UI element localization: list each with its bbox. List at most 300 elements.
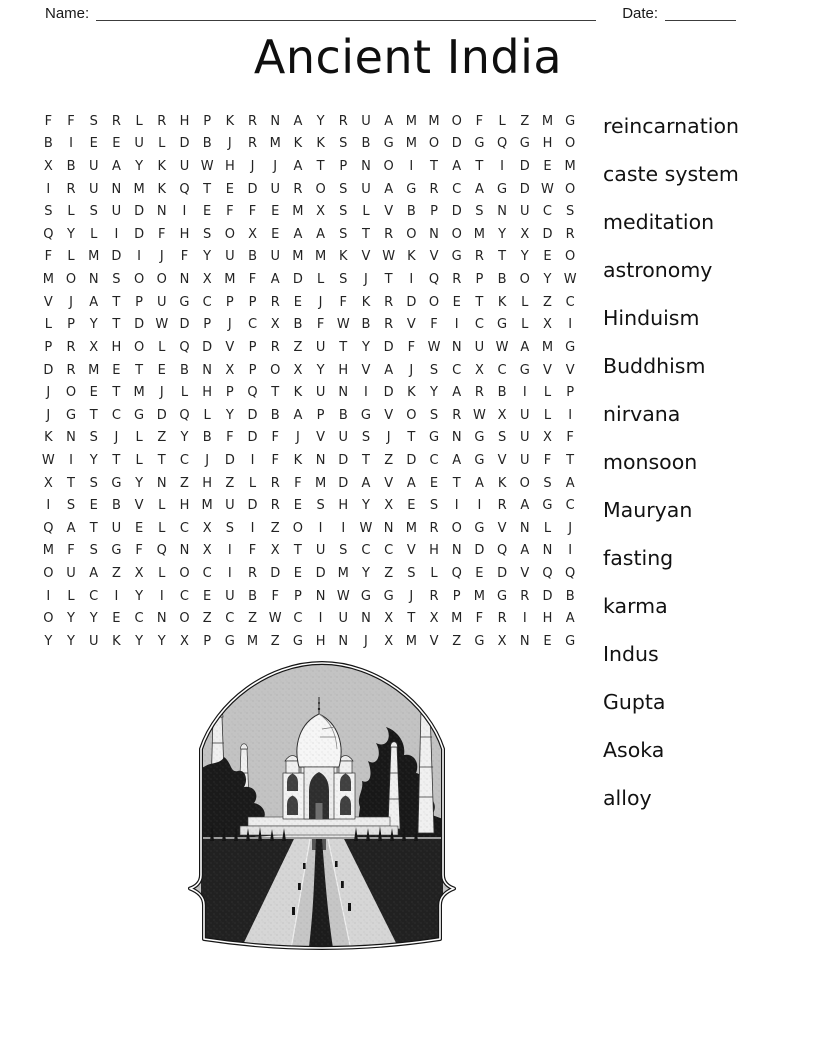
- grid-letter: L: [362, 204, 370, 220]
- word-list-item: Mauryan: [603, 498, 693, 522]
- grid-letter: R: [384, 226, 394, 242]
- grid-letter: X: [543, 430, 552, 446]
- grid-letter: U: [338, 611, 349, 627]
- grid-letter: O: [133, 339, 145, 355]
- date-blank-line: [665, 6, 736, 21]
- word-list-item: fasting: [603, 546, 674, 570]
- grid-letter: W: [359, 520, 373, 536]
- grid-letter: M: [269, 136, 281, 152]
- grid-letter: B: [180, 362, 189, 378]
- grid-letter: Z: [520, 113, 530, 129]
- grid-letter: N: [338, 385, 349, 401]
- grid-letter: E: [203, 204, 212, 220]
- grid-letter: K: [407, 249, 416, 265]
- grid-letter: Z: [180, 475, 189, 491]
- grid-letter: X: [202, 543, 212, 559]
- grid-letter: C: [565, 498, 575, 514]
- grid-letter: V: [520, 565, 530, 581]
- grid-letter: P: [225, 294, 234, 310]
- grid-letter: U: [179, 159, 190, 175]
- grid-letter: D: [542, 588, 553, 604]
- grid-letter: Q: [179, 181, 190, 197]
- grid-letter: X: [520, 226, 530, 242]
- grid-letter: C: [429, 452, 439, 468]
- grid-letter: R: [452, 407, 462, 423]
- grid-letter: P: [203, 113, 212, 129]
- word-list-item: Gupta: [603, 690, 666, 714]
- grid-letter: O: [179, 565, 190, 581]
- grid-letter: F: [226, 204, 234, 220]
- grid-letter: P: [452, 588, 461, 604]
- grid-letter: N: [361, 159, 371, 175]
- taj-mahal-illustration: [186, 657, 458, 961]
- grid-letter: M: [405, 113, 417, 129]
- grid-letter: T: [407, 430, 416, 446]
- grid-letter: G: [565, 113, 576, 129]
- grid-letter: O: [270, 362, 281, 378]
- grid-letter: O: [43, 565, 54, 581]
- grid-letter: G: [65, 407, 77, 423]
- grid-letter: Y: [203, 249, 212, 265]
- grid-letter: J: [227, 317, 232, 333]
- grid-letter: R: [429, 588, 439, 604]
- grid-letter: X: [316, 204, 326, 220]
- grid-letter: S: [66, 498, 76, 514]
- word-list: [603, 102, 739, 822]
- grid-letter: I: [522, 385, 527, 401]
- grid-letter: C: [542, 204, 552, 220]
- grid-letter: T: [112, 452, 121, 468]
- grid-letter: D: [338, 475, 349, 491]
- grid-letter: L: [543, 385, 552, 401]
- grid-letter: L: [67, 204, 75, 220]
- grid-letter: X: [180, 633, 189, 649]
- grid-letter: H: [179, 498, 190, 514]
- grid-letter: L: [67, 249, 75, 265]
- grid-letter: Z: [452, 633, 462, 649]
- grid-letter: V: [406, 317, 416, 333]
- grid-letter: O: [565, 181, 576, 197]
- grid-letter: D: [179, 317, 190, 333]
- grid-letter: Y: [89, 611, 98, 627]
- grid-letter: N: [383, 520, 394, 536]
- grid-letter: V: [225, 339, 235, 355]
- grid-letter: D: [270, 565, 281, 581]
- grid-letter: J: [69, 294, 73, 310]
- grid-letter: H: [315, 633, 326, 649]
- grid-letter: N: [270, 113, 281, 129]
- grid-letter: J: [364, 272, 368, 288]
- grid-letter: X: [293, 362, 303, 378]
- grid-letter: Y: [225, 407, 234, 423]
- grid-letter: R: [66, 362, 76, 378]
- grid-letter: U: [66, 565, 76, 581]
- grid-letter: P: [135, 294, 144, 310]
- grid-letter: O: [451, 113, 462, 129]
- grid-letter: L: [90, 226, 98, 242]
- header-row: [45, 5, 742, 22]
- grid-letter: M: [337, 565, 349, 581]
- grid-letter: W: [472, 407, 486, 423]
- grid-letter: H: [542, 136, 553, 152]
- grid-letter: G: [497, 317, 508, 333]
- grid-letter: U: [315, 385, 326, 401]
- grid-letter: Y: [543, 272, 552, 288]
- grid-letter: M: [292, 249, 304, 265]
- grid-letter: U: [361, 113, 371, 129]
- grid-letter: M: [473, 588, 486, 604]
- grid-letter: J: [409, 362, 414, 378]
- grid-letter: G: [134, 407, 145, 423]
- grid-letter: O: [156, 272, 167, 288]
- grid-letter: L: [135, 452, 143, 468]
- grid-letter: D: [406, 294, 417, 310]
- grid-letter: F: [475, 113, 484, 129]
- grid-letter: W: [495, 339, 509, 355]
- grid-letter: X: [543, 317, 552, 333]
- grid-letter: Y: [67, 611, 75, 627]
- grid-letter: S: [429, 407, 439, 423]
- grid-letter: A: [293, 226, 303, 242]
- grid-letter: Y: [135, 475, 144, 491]
- grid-letter: Q: [156, 543, 167, 559]
- grid-letter: B: [202, 136, 212, 152]
- grid-letter: W: [200, 159, 214, 175]
- grid-letter: E: [543, 633, 552, 649]
- grid-letter: C: [202, 565, 212, 581]
- grid-letter: J: [409, 588, 414, 604]
- grid-letter: J: [114, 430, 119, 446]
- grid-letter: C: [179, 588, 189, 604]
- grid-letter: O: [43, 611, 54, 627]
- grid-letter: V: [361, 362, 371, 378]
- grid-letter: J: [386, 430, 391, 446]
- grid-letter: F: [248, 204, 257, 220]
- grid-letter: M: [405, 633, 417, 649]
- grid-letter: T: [339, 339, 348, 355]
- grid-letter: E: [452, 294, 461, 310]
- grid-letter: F: [226, 430, 234, 446]
- grid-letter: G: [519, 362, 530, 378]
- grid-letter: I: [409, 159, 414, 175]
- grid-letter: M: [292, 204, 304, 220]
- grid-letter: P: [203, 317, 212, 333]
- grid-letter: U: [225, 588, 235, 604]
- grid-letter: S: [429, 362, 439, 378]
- grid-letter: I: [250, 520, 255, 536]
- grid-letter: I: [454, 498, 459, 514]
- grid-letter: U: [134, 136, 144, 152]
- grid-letter: D: [224, 452, 235, 468]
- word-list-item: karma: [603, 594, 668, 618]
- grid-letter: X: [225, 362, 235, 378]
- grid-letter: M: [201, 498, 213, 514]
- grid-letter: M: [314, 475, 327, 491]
- grid-letter: H: [111, 339, 122, 355]
- grid-letter: T: [475, 159, 484, 175]
- grid-letter: M: [314, 249, 327, 265]
- grid-letter: I: [159, 588, 164, 604]
- grid-letter: K: [361, 294, 371, 310]
- grid-letter: L: [158, 339, 166, 355]
- grid-letter: V: [361, 249, 371, 265]
- grid-letter: V: [565, 362, 575, 378]
- grid-letter: L: [67, 588, 75, 604]
- grid-letter: A: [565, 611, 575, 627]
- grid-letter: N: [429, 226, 439, 242]
- grid-letter: M: [133, 385, 145, 401]
- word-list-item: Indus: [603, 642, 659, 666]
- grid-letter: H: [542, 611, 553, 627]
- grid-letter: Y: [67, 226, 75, 242]
- grid-letter: C: [361, 543, 371, 559]
- grid-letter: X: [134, 565, 144, 581]
- grid-letter: T: [135, 362, 144, 378]
- grid-letter: U: [520, 204, 530, 220]
- grid-letter: Z: [384, 565, 394, 581]
- grid-letter: E: [543, 249, 552, 265]
- grid-letter: Q: [43, 520, 54, 536]
- grid-letter: A: [361, 475, 371, 491]
- grid-letter: E: [112, 611, 121, 627]
- grid-letter: O: [565, 136, 576, 152]
- grid-letter: L: [158, 136, 166, 152]
- grid-letter: F: [316, 317, 325, 333]
- grid-letter: A: [293, 407, 303, 423]
- grid-letter: G: [474, 520, 485, 536]
- grid-letter: I: [364, 385, 368, 401]
- grid-letter: D: [519, 159, 530, 175]
- grid-letter: B: [248, 249, 257, 265]
- grid-letter: E: [112, 136, 121, 152]
- grid-letter: I: [69, 452, 73, 468]
- grid-letter: A: [452, 159, 462, 175]
- grid-letter: G: [474, 452, 485, 468]
- grid-letter: P: [475, 272, 484, 288]
- grid-letter: I: [568, 543, 573, 559]
- grid-letter: G: [383, 588, 394, 604]
- grid-letter: Z: [111, 565, 121, 581]
- grid-letter: U: [88, 159, 99, 175]
- grid-letter: W: [382, 249, 396, 265]
- name-label: Name:: [45, 5, 90, 22]
- grid-letter: E: [293, 498, 303, 514]
- grid-letter: I: [409, 272, 414, 288]
- grid-letter: N: [315, 452, 326, 468]
- grid-letter: L: [543, 407, 552, 423]
- grid-letter: T: [293, 543, 302, 559]
- grid-letter: I: [454, 317, 459, 333]
- grid-letter: D: [247, 498, 258, 514]
- grid-letter: C: [179, 452, 189, 468]
- grid-letter: D: [519, 181, 530, 197]
- grid-letter: E: [407, 498, 416, 514]
- grid-letter: T: [112, 294, 121, 310]
- grid-letter: S: [566, 204, 575, 220]
- grid-letter: K: [157, 181, 167, 197]
- grid-letter: V: [384, 407, 394, 423]
- grid-letter: D: [179, 136, 190, 152]
- grid-letter: N: [519, 520, 530, 536]
- grid-letter: C: [565, 294, 575, 310]
- grid-letter: W: [563, 272, 577, 288]
- grid-letter: S: [339, 226, 348, 242]
- grid-letter: U: [88, 633, 99, 649]
- grid-letter: C: [247, 317, 258, 333]
- grid-letter: R: [429, 520, 439, 536]
- grid-letter: E: [293, 294, 303, 310]
- grid-letter: C: [89, 588, 99, 604]
- grid-letter: G: [565, 633, 576, 649]
- grid-letter: T: [475, 294, 484, 310]
- word-list-item: Asoka: [603, 738, 665, 762]
- grid-letter: F: [294, 475, 302, 491]
- grid-letter: D: [202, 339, 213, 355]
- grid-letter: Q: [496, 136, 508, 152]
- grid-letter: M: [224, 272, 236, 288]
- grid-letter: U: [225, 249, 235, 265]
- grid-letter: R: [66, 339, 76, 355]
- grid-letter: Y: [135, 633, 144, 649]
- grid-letter: Q: [179, 407, 190, 423]
- word-list-item: Buddhism: [603, 354, 706, 378]
- grid-letter: F: [543, 452, 552, 468]
- grid-letter: U: [270, 181, 280, 197]
- grid-letter: P: [293, 588, 302, 604]
- grid-letter: Z: [202, 611, 212, 627]
- grid-letter: S: [339, 543, 348, 559]
- grid-letter: T: [203, 181, 212, 197]
- grid-letter: R: [497, 611, 507, 627]
- grid-letter: R: [111, 113, 121, 129]
- grid-letter: S: [89, 475, 98, 491]
- grid-letter: Y: [89, 452, 98, 468]
- grid-letter: D: [134, 317, 145, 333]
- grid-letter: S: [89, 113, 98, 129]
- grid-letter: A: [293, 113, 303, 129]
- grid-letter: V: [134, 498, 144, 514]
- grid-letter: K: [225, 113, 235, 129]
- grid-letter: T: [316, 159, 325, 175]
- grid-letter: B: [361, 136, 371, 152]
- grid-letter: V: [497, 520, 507, 536]
- grid-letter: A: [406, 475, 416, 491]
- grid-letter: F: [67, 113, 75, 129]
- grid-letter: D: [247, 430, 258, 446]
- grid-letter: S: [89, 204, 98, 220]
- grid-letter: E: [225, 181, 234, 197]
- grid-letter: D: [134, 204, 145, 220]
- grid-letter: T: [89, 520, 98, 536]
- grid-letter: N: [519, 633, 530, 649]
- word-list-item: Hinduism: [603, 306, 700, 330]
- grid-letter: I: [227, 565, 232, 581]
- grid-letter: G: [474, 136, 485, 152]
- grid-letter: K: [316, 136, 325, 152]
- grid-letter: M: [541, 113, 554, 129]
- grid-letter: R: [429, 181, 439, 197]
- grid-letter: E: [271, 204, 280, 220]
- grid-letter: K: [497, 475, 507, 491]
- grid-letter: F: [44, 113, 53, 129]
- grid-letter: E: [134, 520, 144, 536]
- grid-letter: V: [429, 249, 439, 265]
- grid-letter: E: [89, 385, 98, 401]
- grid-letter: S: [361, 430, 371, 446]
- grid-letter: F: [44, 249, 53, 265]
- grid-letter: O: [406, 226, 417, 242]
- grid-letter: Y: [67, 633, 75, 649]
- grid-letter: X: [429, 611, 439, 627]
- grid-letter: A: [111, 159, 121, 175]
- grid-letter: N: [451, 430, 462, 446]
- grid-letter: N: [315, 588, 326, 604]
- grid-letter: G: [519, 136, 530, 152]
- grid-letter: M: [428, 113, 440, 129]
- grid-letter: K: [497, 294, 507, 310]
- grid-letter: P: [316, 407, 325, 423]
- grid-letter: O: [451, 520, 462, 536]
- grid-letter: Q: [179, 339, 190, 355]
- grid-letter: R: [248, 136, 258, 152]
- grid-letter: I: [182, 204, 187, 220]
- grid-letter: A: [270, 272, 280, 288]
- grid-letter: N: [66, 430, 76, 446]
- grid-letter: D: [315, 565, 326, 581]
- grid-letter: T: [271, 385, 280, 401]
- grid-letter: Z: [293, 339, 303, 355]
- grid-letter: R: [520, 588, 530, 604]
- grid-letter: C: [474, 317, 484, 333]
- grid-letter: U: [270, 249, 280, 265]
- grid-letter: G: [474, 430, 485, 446]
- grid-letter: R: [565, 226, 575, 242]
- grid-letter: P: [430, 204, 438, 220]
- grid-letter: F: [135, 543, 143, 559]
- grid-letter: J: [227, 136, 232, 152]
- grid-letter: R: [293, 181, 303, 197]
- grid-letter: I: [318, 520, 323, 536]
- grid-letter: V: [543, 362, 552, 378]
- grid-letter: O: [565, 249, 576, 265]
- grid-letter: Z: [270, 633, 280, 649]
- grid-letter: F: [271, 452, 279, 468]
- grid-letter: Q: [428, 272, 440, 288]
- grid-letter: T: [452, 475, 461, 491]
- grid-letter: D: [134, 226, 145, 242]
- grid-letter: L: [158, 498, 166, 514]
- grid-letter: T: [566, 452, 575, 468]
- grid-letter: U: [111, 520, 122, 536]
- grid-letter: S: [225, 520, 234, 536]
- grid-letter: J: [364, 633, 368, 649]
- grid-letter: N: [179, 543, 190, 559]
- grid-letter: L: [248, 475, 257, 491]
- grid-letter: R: [248, 565, 258, 581]
- grid-letter: I: [568, 317, 573, 333]
- grid-letter: I: [46, 498, 51, 514]
- grid-letter: G: [497, 588, 508, 604]
- grid-letter: K: [112, 633, 121, 649]
- grid-letter: Y: [361, 498, 370, 514]
- grid-letter: U: [361, 181, 371, 197]
- grid-letter: J: [318, 294, 323, 310]
- grid-letter: T: [112, 317, 121, 333]
- grid-letter: U: [474, 339, 485, 355]
- grid-letter: A: [316, 226, 326, 242]
- grid-letter: U: [338, 430, 349, 446]
- grid-letter: X: [497, 633, 507, 649]
